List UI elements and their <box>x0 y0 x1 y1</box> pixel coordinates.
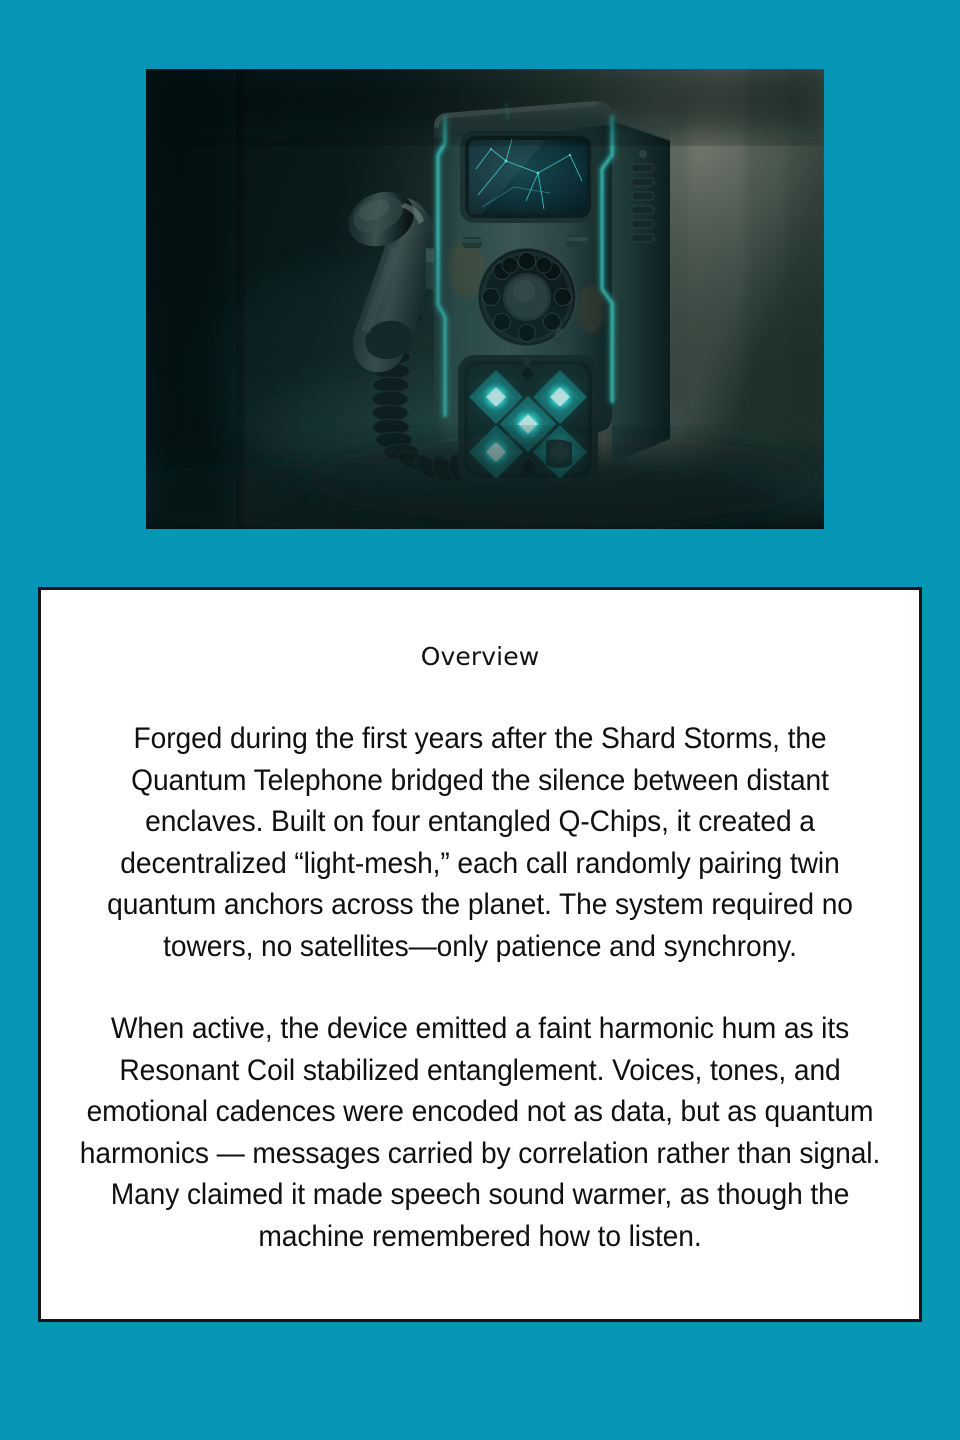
hero-image <box>146 69 824 529</box>
quantum-telephone-illustration <box>146 69 824 529</box>
cracked-screen <box>460 131 596 223</box>
page-title: Overview <box>420 642 540 671</box>
vent-screw <box>639 150 647 158</box>
overview-card <box>38 587 922 1322</box>
paragraph-2: When active, the device emitted a faint harmonic hum as its Resonant Coil stabilized entanglement. Voices, tones, and emotional cadences were encoded not as data, but as quantum harmonics — messages carried by correlation rather than signal. Many claimed it made speech sound warmer, as though the machine remembered how to listen. <box>79 1012 881 1253</box>
card-content <box>41 590 919 1257</box>
paragraph-1: Forged during the first years after the Shard Storms, the Quantum Telephone bridged the silence between distant enclaves. Built on four entangled Q-Chips, it created a decentralized “light-mesh,” each call randomly pairing twin quantum anchors across the planet. The system required no towers, no satellites—only patience and synchrony. <box>107 722 853 963</box>
overview-body <box>78 718 882 1257</box>
